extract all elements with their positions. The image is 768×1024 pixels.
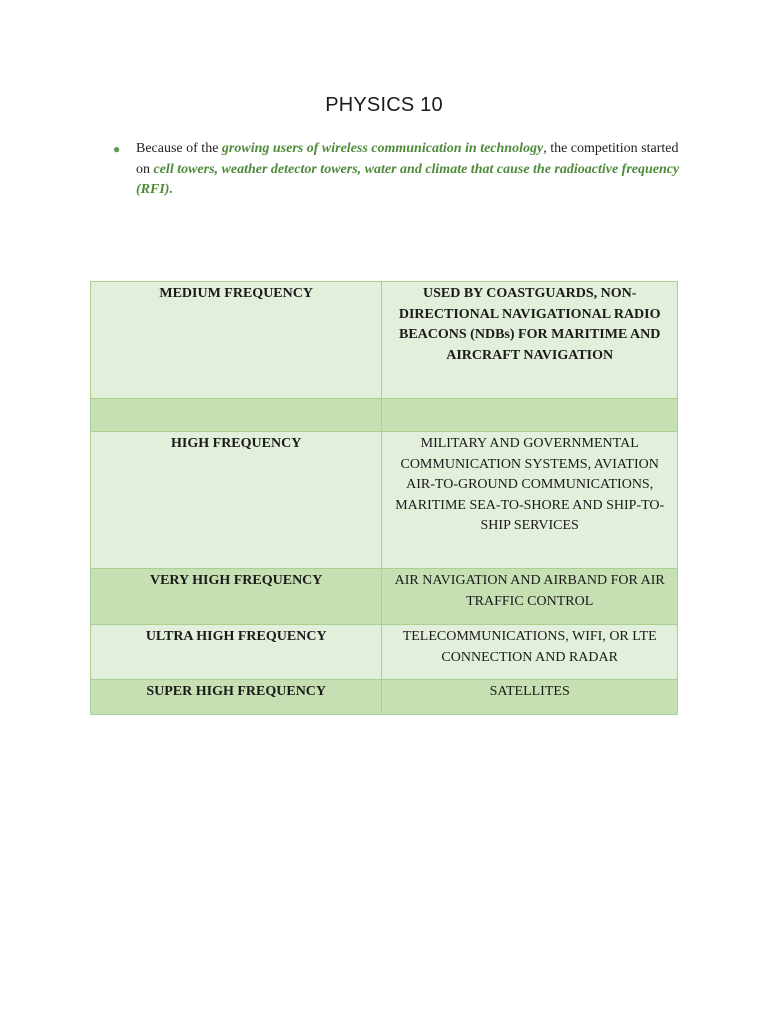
table-row <box>91 569 678 625</box>
frequency-table <box>90 281 678 715</box>
frequency-name-cell: ULTRA HIGH FREQUENCY <box>91 625 382 680</box>
frequency-name-cell <box>91 399 382 432</box>
bullet-text-part1: Because of the <box>136 141 222 156</box>
table-row <box>91 625 678 680</box>
frequency-name-cell: MEDIUM FREQUENCY <box>91 282 382 399</box>
frequency-use-cell: SATELLITES <box>382 680 678 715</box>
table-row <box>91 399 678 432</box>
table-row <box>91 282 678 399</box>
frequency-use-cell: TELECOMMUNICATIONS, WIFI, OR LTE CONNECTION AND RADAR <box>382 625 678 680</box>
frequency-name-cell: HIGH FREQUENCY <box>91 432 382 569</box>
bullet-text <box>136 139 683 201</box>
page-title: PHYSICS 10 <box>325 94 443 116</box>
bullet-text-part2: , the competition started on <box>136 141 679 177</box>
frequency-use-cell <box>382 399 678 432</box>
table-row <box>91 680 678 715</box>
bullet-highlight-2: cell towers, weather detector towers, water and climate that cause the radioactive frequency (RFI). <box>136 161 680 197</box>
frequency-use-cell: USED BY COASTGUARDS, NON-DIRECTIONAL NAVIGATIONAL RADIO BEACONS (NDBs) FOR MARITIME AND AIRCRAFT NAVIGATION <box>382 282 678 399</box>
frequency-name-cell: VERY HIGH FREQUENCY <box>91 569 382 625</box>
frequency-name-cell: SUPER HIGH FREQUENCY <box>91 680 382 715</box>
frequency-use-cell: MILITARY AND GOVERNMENTAL COMMUNICATION SYSTEMS, AVIATION AIR-TO-GROUND COMMUNICATIONS, MARITIME SEA-TO-SHORE AND SHIP-TO-SHIP SERVICES <box>382 432 678 569</box>
table-row <box>91 432 678 569</box>
bullet-icon: ● <box>113 142 121 156</box>
bullet-paragraph <box>113 139 683 201</box>
frequency-use-cell: AIR NAVIGATION AND AIRBAND FOR AIR TRAFFIC CONTROL <box>382 569 678 625</box>
bullet-highlight-1: growing users of wireless communication in technology <box>221 141 544 156</box>
